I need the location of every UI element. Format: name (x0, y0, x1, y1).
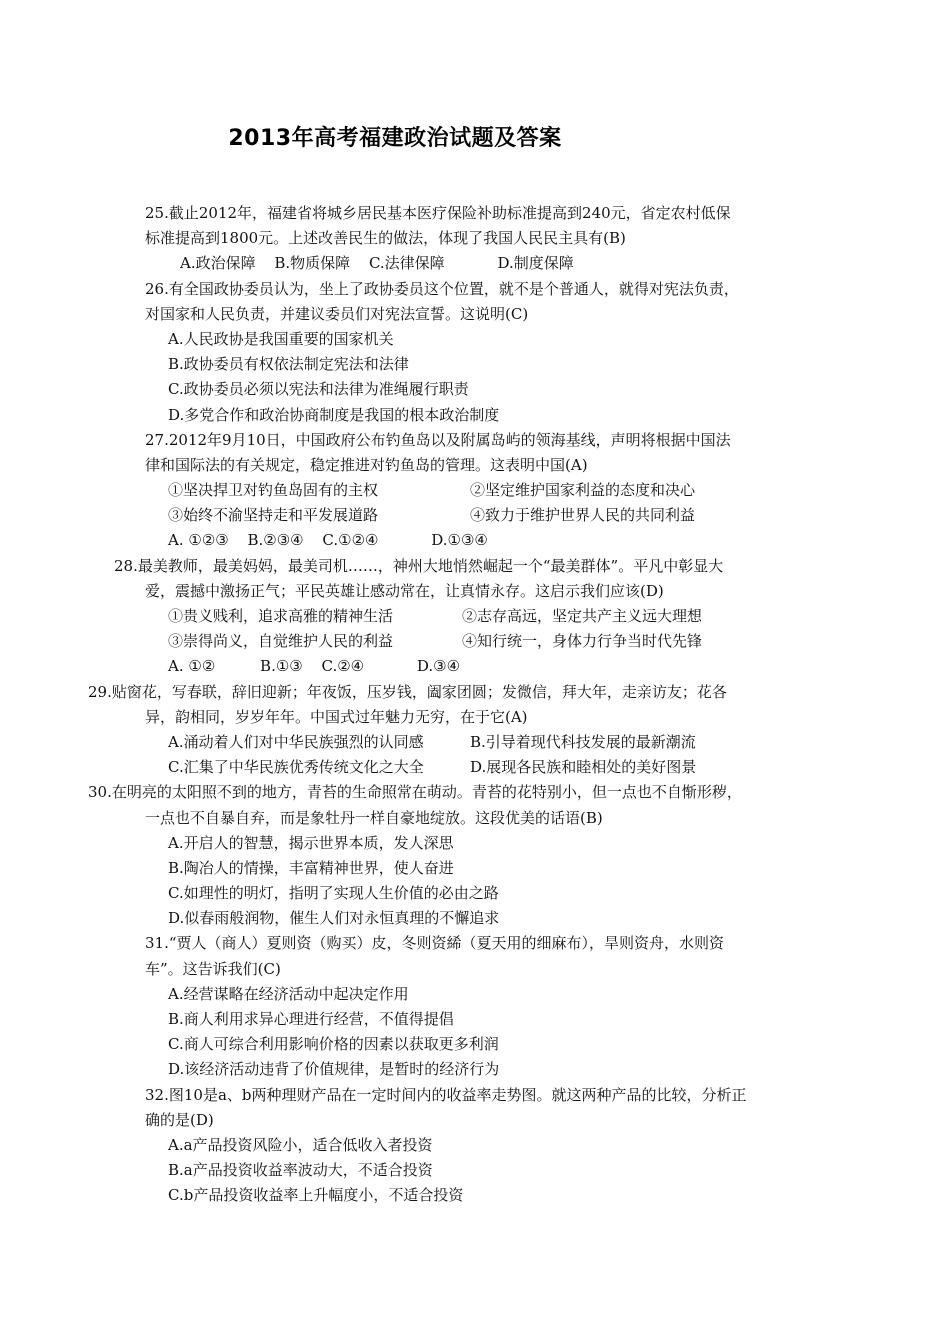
option-a: A. ①② (168, 657, 216, 676)
question-25-stem-line-1: 25.截止2012年，福建省将城乡居民基本医疗保险补助标准提高到240元，省定农村低保 (145, 204, 731, 222)
item-3: ③崇得尚义，自觉维护人民的利益 (168, 632, 394, 651)
question-30-option-d: D.似春雨般润物，催生人们对永恒真理的不懈追求 (168, 909, 500, 928)
question-28-options (0, 654, 950, 679)
question-30-stem-line-1: 30.在明亮的太阳照不到的地方，青苔的生命照常在萌动。青苔的花特别小，但一点也不自惭形秽， (88, 783, 742, 802)
item-2: ②坚定维护国家利益的态度和决心 (470, 481, 696, 500)
question-31-option-d: D.该经济活动违背了价值规律，是暂时的经济行为 (168, 1060, 500, 1079)
question-32-option-c: C.b产品投资收益率上升幅度小，不适合投资 (168, 1186, 464, 1205)
question-31-option-b: B.商人利用求异心理进行经营，不值得提倡 (168, 1010, 454, 1028)
option-a: A.涌动着人们对中华民族强烈的认同感 (168, 732, 424, 751)
option-b: B.①③ (260, 657, 303, 676)
option-c: C.②④ (321, 657, 365, 676)
question-29-stem-line-2: 异，韵相同，岁岁年年。中国式过年魅力无穷，在于它(A) (145, 707, 528, 726)
question-26-option-d: D.多党合作和政治协商制度是我国的根本政治制度 (168, 405, 500, 424)
option-a: A.政治保障 (180, 254, 256, 273)
question-26-stem-line-1: 26.有全国政协委员认为，坐上了政协委员这个位置，就不是个普通人，就得对宪法负责， (145, 279, 739, 298)
question-28-stem-line-1: 28.最美教师，最美妈妈，最美司机……，神州大地悄然崛起一个“最美群体”。平凡中彰显大 (114, 556, 724, 575)
question-30-option-b: B.陶冶人的情操，丰富精神世界，使人奋进 (168, 858, 454, 877)
option-c: C.①②④ (322, 531, 379, 550)
option-a: A. ①②③ (168, 531, 229, 550)
option-b: B.②③④ (247, 531, 304, 550)
question-28-items-row-2 (0, 629, 950, 654)
question-list (0, 201, 950, 1209)
question-32-stem-line-1: 32.图10是a、b两种理财产品在一定时间内的收益率走势图。就这两种产品的比较，分析正 (145, 1085, 747, 1104)
page-title: 2013年高考福建政治试题及答案 (228, 126, 562, 151)
question-26-option-c: C.政协委员必须以宪法和法律为准绳履行职责 (168, 380, 469, 399)
question-31-stem-line-2: 车”。这告诉我们(C) (145, 959, 281, 978)
question-25-stem-line-2: 标准提高到1800元。上述改善民生的做法，体现了我国人民民主具有(B) (145, 229, 626, 248)
option-d: D.①③④ (431, 531, 488, 550)
question-31-option-a: A.经营谋略在经济活动中起决定作用 (168, 984, 409, 1003)
question-32-option-b: B.a产品投资收益率波动大，不适合投资 (168, 1161, 433, 1180)
item-1: ①贵义贱利，追求高雅的精神生活 (168, 607, 394, 625)
item-1: ①坚决捍卫对钓鱼岛固有的主权 (168, 481, 379, 500)
question-27-items-row-1 (0, 478, 950, 503)
question-30-option-a: A.开启人的智慧，揭示世界本质，发人深思 (168, 833, 454, 852)
question-29-stem-line-1: 29.贴窗花，写春联，辞旧迎新；年夜饭，压岁钱，阖家团圆；发微信，拜大年，走亲访友；花各 (88, 682, 727, 701)
item-2: ②志存高远，坚定共产主义远大理想 (462, 607, 703, 625)
question-26-option-b: B.政协委员有权依法制定宪法和法律 (168, 355, 409, 374)
question-27-items-row-2 (0, 503, 950, 528)
question-25-options (0, 251, 950, 276)
question-28-stem-line-2: 爱，震撼中激扬正气；平民英雄让感动常在，让真情永存。这启示我们应该(D) (145, 581, 664, 600)
question-27-stem-line-1: 27.2012年9月10日，中国政府公布钓鱼岛以及附属岛屿的领海基线，声明将根据中国法 (145, 430, 731, 449)
item-4: ④知行统一，身体力行争当时代先锋 (462, 632, 703, 651)
item-3: ③始终不渝坚持走和平发展道路 (168, 506, 379, 525)
question-27-stem-line-2: 律和国际法的有关规定，稳定推进对钓鱼岛的管理。这表明中国(A) (145, 455, 588, 474)
question-30-option-c: C.如理性的明灯，指明了实现人生价值的必由之路 (168, 884, 499, 903)
question-31-stem-line-1: 31.“贾人（商人）夏则资（购买）皮，冬则资絺（夏天用的细麻布），旱则资舟，水则资 (145, 934, 725, 953)
option-c: C.汇集了中华民族优秀传统文化之大全 (168, 758, 424, 777)
item-4: ④致力于维护世界人民的共同利益 (470, 506, 696, 525)
option-d: D.展现各民族和睦相处的美好图景 (470, 758, 697, 777)
question-26-stem-line-2: 对国家和人民负责，并建议委员们对宪法宣誓。这说明(C) (145, 304, 529, 323)
option-c: C.法律保障 (368, 254, 445, 273)
question-26-option-a: A.人民政协是我国重要的国家机关 (168, 329, 394, 348)
option-d: D.③④ (416, 657, 461, 676)
question-29-options-row-1 (0, 730, 950, 755)
question-31-option-c: C.商人可综合利用影响价格的因素以获取更多利润 (168, 1035, 499, 1054)
question-29-options-row-2 (0, 755, 950, 780)
question-28-items-row-1 (0, 604, 950, 629)
question-32-stem-line-2: 确的是(D) (145, 1110, 214, 1129)
option-b: B.物质保障 (274, 254, 351, 273)
option-b: B.引导着现代科技发展的最新潮流 (470, 732, 696, 751)
option-d: D.制度保障 (497, 254, 574, 273)
question-32-option-a: A.a产品投资风险小，适合低收入者投资 (168, 1135, 433, 1154)
question-27-options (0, 528, 950, 553)
question-30-stem-line-2: 一点也不自暴自弃，而是象牡丹一样自豪地绽放。这段优美的话语(B) (145, 808, 603, 827)
